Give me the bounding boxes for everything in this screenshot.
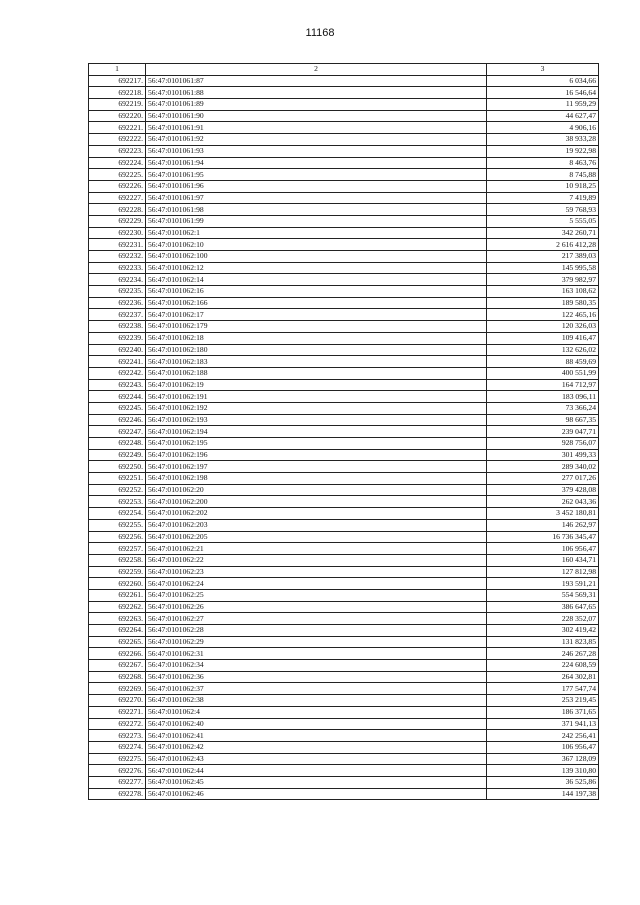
- cadastral-value: 131 823,85: [487, 636, 599, 648]
- row-number: 692261.: [89, 589, 146, 601]
- table-row: [89, 239, 599, 251]
- row-number: 692252.: [89, 484, 146, 496]
- cadastral-value: 189 580,35: [487, 297, 599, 309]
- cadastral-value: 144 197,38: [487, 788, 599, 800]
- row-number: 692268.: [89, 671, 146, 683]
- row-number: 692273.: [89, 730, 146, 742]
- cadastral-number: 56:47:0101062:28: [146, 625, 487, 637]
- cadastral-number: 56:47:0101062:10: [146, 239, 487, 251]
- table-row: [89, 706, 599, 718]
- row-number: 692269.: [89, 683, 146, 695]
- cadastral-value: 106 956,47: [487, 741, 599, 753]
- page-number: 11168: [305, 27, 335, 39]
- cadastral-value: 16 546,64: [487, 87, 599, 99]
- cadastral-value: 2 616 412,28: [487, 239, 599, 251]
- cadastral-number: 56:47:0101062:17: [146, 309, 487, 321]
- cadastral-number: 56:47:0101061:99: [146, 215, 487, 227]
- cadastral-number: 56:47:0101062:200: [146, 496, 487, 508]
- cadastral-value: 163 108,62: [487, 286, 599, 298]
- cadastral-number: 56:47:0101062:18: [146, 332, 487, 344]
- table-row: [89, 157, 599, 169]
- row-number: 692217.: [89, 75, 146, 87]
- cadastral-number: 56:47:0101062:198: [146, 473, 487, 485]
- cadastral-value: 4 906,16: [487, 122, 599, 134]
- cadastral-number: 56:47:0101062:34: [146, 660, 487, 672]
- cadastral-number: 56:47:0101062:38: [146, 695, 487, 707]
- table-row: [89, 192, 599, 204]
- cadastral-number: 56:47:0101062:44: [146, 765, 487, 777]
- cadastral-number: 56:47:0101062:203: [146, 519, 487, 531]
- table-row: [89, 449, 599, 461]
- table-row: [89, 344, 599, 356]
- row-number: 692250.: [89, 461, 146, 473]
- row-number: 692222.: [89, 134, 146, 146]
- table-row: [89, 776, 599, 788]
- cadastral-number: 56:47:0101061:94: [146, 157, 487, 169]
- row-number: 692231.: [89, 239, 146, 251]
- row-number: 692270.: [89, 695, 146, 707]
- table-row: [89, 648, 599, 660]
- cadastral-number: 56:47:0101061:96: [146, 180, 487, 192]
- table-row: [89, 321, 599, 333]
- row-number: 692236.: [89, 297, 146, 309]
- row-number: 692241.: [89, 356, 146, 368]
- row-number: 692226.: [89, 180, 146, 192]
- cadastral-value: 242 256,41: [487, 730, 599, 742]
- row-number: 692249.: [89, 449, 146, 461]
- table-row: [89, 297, 599, 309]
- row-number: 692256.: [89, 531, 146, 543]
- cadastral-value: 224 608,59: [487, 660, 599, 672]
- row-number: 692247.: [89, 426, 146, 438]
- cadastral-number: 56:47:0101062:26: [146, 601, 487, 613]
- row-number: 692259.: [89, 566, 146, 578]
- cadastral-number: 56:47:0101062:194: [146, 426, 487, 438]
- table-row: [89, 589, 599, 601]
- cadastral-value: 554 569,31: [487, 589, 599, 601]
- cadastral-value: 16 736 345,47: [487, 531, 599, 543]
- cadastral-value: 379 428,08: [487, 484, 599, 496]
- cadastral-value: 193 591,21: [487, 578, 599, 590]
- row-number: 692246.: [89, 414, 146, 426]
- table-row: [89, 508, 599, 520]
- cadastral-value: 277 017,26: [487, 473, 599, 485]
- row-number: 692264.: [89, 625, 146, 637]
- cadastral-number: 56:47:0101062:24: [146, 578, 487, 590]
- cadastral-number: 56:47:0101062:14: [146, 274, 487, 286]
- cadastral-value: 120 326,03: [487, 321, 599, 333]
- row-number: 692227.: [89, 192, 146, 204]
- table-row: [89, 122, 599, 134]
- table-row: [89, 227, 599, 239]
- table-row: [89, 274, 599, 286]
- cadastral-number: 56:47:0101062:193: [146, 414, 487, 426]
- row-number: 692274.: [89, 741, 146, 753]
- table-row: [89, 402, 599, 414]
- row-number: 692237.: [89, 309, 146, 321]
- cadastral-value: 98 667,35: [487, 414, 599, 426]
- row-number: 692248.: [89, 438, 146, 450]
- cadastral-value: 19 922,98: [487, 145, 599, 157]
- cadastral-number: 56:47:0101062:205: [146, 531, 487, 543]
- row-number: 692223.: [89, 145, 146, 157]
- cadastral-value: 36 525,86: [487, 776, 599, 788]
- table-row: [89, 215, 599, 227]
- row-number: 692277.: [89, 776, 146, 788]
- cadastral-number: 56:47:0101062:40: [146, 718, 487, 730]
- row-number: 692235.: [89, 286, 146, 298]
- cadastral-number: 56:47:0101062:20: [146, 484, 487, 496]
- cadastral-number: 56:47:0101061:91: [146, 122, 487, 134]
- cadastral-number: 56:47:0101061:89: [146, 99, 487, 111]
- table-row: [89, 683, 599, 695]
- cadastral-value: 132 626,02: [487, 344, 599, 356]
- cadastral-value: 59 768,93: [487, 204, 599, 216]
- row-number: 692251.: [89, 473, 146, 485]
- cadastral-number: 56:47:0101062:19: [146, 379, 487, 391]
- table-row: [89, 765, 599, 777]
- table-row: [89, 531, 599, 543]
- cadastral-number: 56:47:0101061:88: [146, 87, 487, 99]
- row-number: 692278.: [89, 788, 146, 800]
- table-row: [89, 695, 599, 707]
- table-row: [89, 718, 599, 730]
- row-number: 692263.: [89, 613, 146, 625]
- cadastral-value: 109 416,47: [487, 332, 599, 344]
- cadastral-value: 289 340,02: [487, 461, 599, 473]
- cadastral-number: 56:47:0101062:16: [146, 286, 487, 298]
- cadastral-number: 56:47:0101062:202: [146, 508, 487, 520]
- cadastral-value: 139 310,80: [487, 765, 599, 777]
- row-number: 692239.: [89, 332, 146, 344]
- row-number: 692255.: [89, 519, 146, 531]
- row-number: 692275.: [89, 753, 146, 765]
- row-number: 692221.: [89, 122, 146, 134]
- table-row: [89, 543, 599, 555]
- cadastral-value: 367 128,09: [487, 753, 599, 765]
- cadastral-value: 11 959,29: [487, 99, 599, 111]
- row-number: 692243.: [89, 379, 146, 391]
- cadastral-value: 145 995,58: [487, 262, 599, 274]
- table-row: [89, 788, 599, 800]
- table-row: [89, 379, 599, 391]
- row-number: 692262.: [89, 601, 146, 613]
- cadastral-value: 88 459,69: [487, 356, 599, 368]
- row-number: 692220.: [89, 110, 146, 122]
- cadastral-value: 239 047,71: [487, 426, 599, 438]
- table-row: [89, 625, 599, 637]
- cadastral-value: 5 555,05: [487, 215, 599, 227]
- table-row: [89, 356, 599, 368]
- row-number: 692265.: [89, 636, 146, 648]
- cadastral-value: 127 812,98: [487, 566, 599, 578]
- table-row: [89, 473, 599, 485]
- table-row: [89, 554, 599, 566]
- cadastral-number: 56:47:0101062:100: [146, 251, 487, 263]
- row-number: 692257.: [89, 543, 146, 555]
- table-row: [89, 578, 599, 590]
- table-row: [89, 145, 599, 157]
- row-number: 692260.: [89, 578, 146, 590]
- cadastral-number: 56:47:0101062:180: [146, 344, 487, 356]
- table-row: [89, 332, 599, 344]
- table-row: [89, 286, 599, 298]
- cadastral-value: 177 547,74: [487, 683, 599, 695]
- cadastral-number: 56:47:0101062:179: [146, 321, 487, 333]
- table-row: [89, 367, 599, 379]
- cadastral-number: 56:47:0101062:22: [146, 554, 487, 566]
- row-number: 692219.: [89, 99, 146, 111]
- table-row: [89, 496, 599, 508]
- cadastral-value: 371 941,13: [487, 718, 599, 730]
- table-row: [89, 660, 599, 672]
- table-row: [89, 636, 599, 648]
- table-row: [89, 566, 599, 578]
- cadastral-value: 264 302,81: [487, 671, 599, 683]
- cadastral-number: 56:47:0101061:92: [146, 134, 487, 146]
- table-row: [89, 309, 599, 321]
- row-number: 692230.: [89, 227, 146, 239]
- cadastral-value: 164 712,97: [487, 379, 599, 391]
- cadastral-value: 928 756,07: [487, 438, 599, 450]
- cadastral-value: 3 452 180,81: [487, 508, 599, 520]
- cadastral-value: 38 933,28: [487, 134, 599, 146]
- cadastral-number: 56:47:0101062:45: [146, 776, 487, 788]
- table-row: [89, 134, 599, 146]
- cadastral-number: 56:47:0101062:183: [146, 356, 487, 368]
- cadastral-value: 186 371,65: [487, 706, 599, 718]
- row-number: 692240.: [89, 344, 146, 356]
- column-header-1: 1: [89, 64, 146, 76]
- cadastral-number: 56:47:0101062:4: [146, 706, 487, 718]
- cadastral-value: 8 463,76: [487, 157, 599, 169]
- cadastral-value-table: [88, 63, 599, 800]
- row-number: 692258.: [89, 554, 146, 566]
- table-row: [89, 87, 599, 99]
- cadastral-number: 56:47:0101062:46: [146, 788, 487, 800]
- row-number: 692253.: [89, 496, 146, 508]
- cadastral-number: 56:47:0101062:21: [146, 543, 487, 555]
- row-number: 692238.: [89, 321, 146, 333]
- cadastral-number: 56:47:0101062:197: [146, 461, 487, 473]
- cadastral-number: 56:47:0101062:23: [146, 566, 487, 578]
- table-row: [89, 753, 599, 765]
- cadastral-value: 217 389,03: [487, 251, 599, 263]
- row-number: 692244.: [89, 391, 146, 403]
- row-number: 692245.: [89, 402, 146, 414]
- row-number: 692271.: [89, 706, 146, 718]
- table-row: [89, 730, 599, 742]
- cadastral-number: 56:47:0101062:25: [146, 589, 487, 601]
- table-header-row: [89, 64, 599, 76]
- row-number: 692232.: [89, 251, 146, 263]
- table-row: [89, 169, 599, 181]
- cadastral-number: 56:47:0101061:97: [146, 192, 487, 204]
- cadastral-value: 379 982,97: [487, 274, 599, 286]
- cadastral-value: 183 096,11: [487, 391, 599, 403]
- cadastral-value: 6 034,66: [487, 75, 599, 87]
- row-number: 692224.: [89, 157, 146, 169]
- row-number: 692228.: [89, 204, 146, 216]
- row-number: 692254.: [89, 508, 146, 520]
- table-row: [89, 414, 599, 426]
- cadastral-number: 56:47:0101062:166: [146, 297, 487, 309]
- row-number: 692242.: [89, 367, 146, 379]
- cadastral-value: 10 918,25: [487, 180, 599, 192]
- cadastral-number: 56:47:0101062:36: [146, 671, 487, 683]
- table-row: [89, 391, 599, 403]
- row-number: 692233.: [89, 262, 146, 274]
- table-row: [89, 741, 599, 753]
- cadastral-value: 342 260,71: [487, 227, 599, 239]
- cadastral-number: 56:47:0101062:41: [146, 730, 487, 742]
- cadastral-number: 56:47:0101061:90: [146, 110, 487, 122]
- cadastral-value: 106 956,47: [487, 543, 599, 555]
- row-number: 692267.: [89, 660, 146, 672]
- table-row: [89, 438, 599, 450]
- cadastral-number: 56:47:0101062:43: [146, 753, 487, 765]
- cadastral-number: 56:47:0101062:42: [146, 741, 487, 753]
- cadastral-number: 56:47:0101061:93: [146, 145, 487, 157]
- cadastral-value: 386 647,65: [487, 601, 599, 613]
- cadastral-value: 400 551,99: [487, 367, 599, 379]
- cadastral-number: 56:47:0101062:29: [146, 636, 487, 648]
- cadastral-value: 246 267,28: [487, 648, 599, 660]
- cadastral-number: 56:47:0101062:195: [146, 438, 487, 450]
- row-number: 692272.: [89, 718, 146, 730]
- cadastral-value: 302 419,42: [487, 625, 599, 637]
- cadastral-number: 56:47:0101061:95: [146, 169, 487, 181]
- table-row: [89, 99, 599, 111]
- table-row: [89, 613, 599, 625]
- table-row: [89, 519, 599, 531]
- cadastral-value: 301 499,33: [487, 449, 599, 461]
- cadastral-number: 56:47:0101062:191: [146, 391, 487, 403]
- table-row: [89, 180, 599, 192]
- cadastral-number: 56:47:0101062:37: [146, 683, 487, 695]
- cadastral-number: 56:47:0101062:31: [146, 648, 487, 660]
- row-number: 692229.: [89, 215, 146, 227]
- cadastral-number: 56:47:0101062:196: [146, 449, 487, 461]
- cadastral-value: 228 352,07: [487, 613, 599, 625]
- table-row: [89, 601, 599, 613]
- cadastral-value: 73 366,24: [487, 402, 599, 414]
- row-number: 692225.: [89, 169, 146, 181]
- table-row: [89, 461, 599, 473]
- table-row: [89, 75, 599, 87]
- cadastral-value: 160 434,71: [487, 554, 599, 566]
- cadastral-value: 146 262,97: [487, 519, 599, 531]
- column-header-2: 2: [146, 64, 487, 76]
- cadastral-value: 8 745,88: [487, 169, 599, 181]
- cadastral-number: 56:47:0101062:27: [146, 613, 487, 625]
- column-header-3: 3: [487, 64, 599, 76]
- cadastral-number: 56:47:0101062:192: [146, 402, 487, 414]
- row-number: 692234.: [89, 274, 146, 286]
- table-row: [89, 204, 599, 216]
- cadastral-number: 56:47:0101062:1: [146, 227, 487, 239]
- cadastral-value: 253 219,45: [487, 695, 599, 707]
- cadastral-value: 122 465,16: [487, 309, 599, 321]
- row-number: 692266.: [89, 648, 146, 660]
- table-row: [89, 110, 599, 122]
- cadastral-value: 262 043,36: [487, 496, 599, 508]
- row-number: 692218.: [89, 87, 146, 99]
- cadastral-number: 56:47:0101061:98: [146, 204, 487, 216]
- table-row: [89, 671, 599, 683]
- table-row: [89, 484, 599, 496]
- table-row: [89, 251, 599, 263]
- table-row: [89, 426, 599, 438]
- table-row: [89, 262, 599, 274]
- cadastral-number: 56:47:0101062:188: [146, 367, 487, 379]
- cadastral-value: 7 419,89: [487, 192, 599, 204]
- cadastral-value: 44 627,47: [487, 110, 599, 122]
- row-number: 692276.: [89, 765, 146, 777]
- cadastral-number: 56:47:0101061:87: [146, 75, 487, 87]
- cadastral-number: 56:47:0101062:12: [146, 262, 487, 274]
